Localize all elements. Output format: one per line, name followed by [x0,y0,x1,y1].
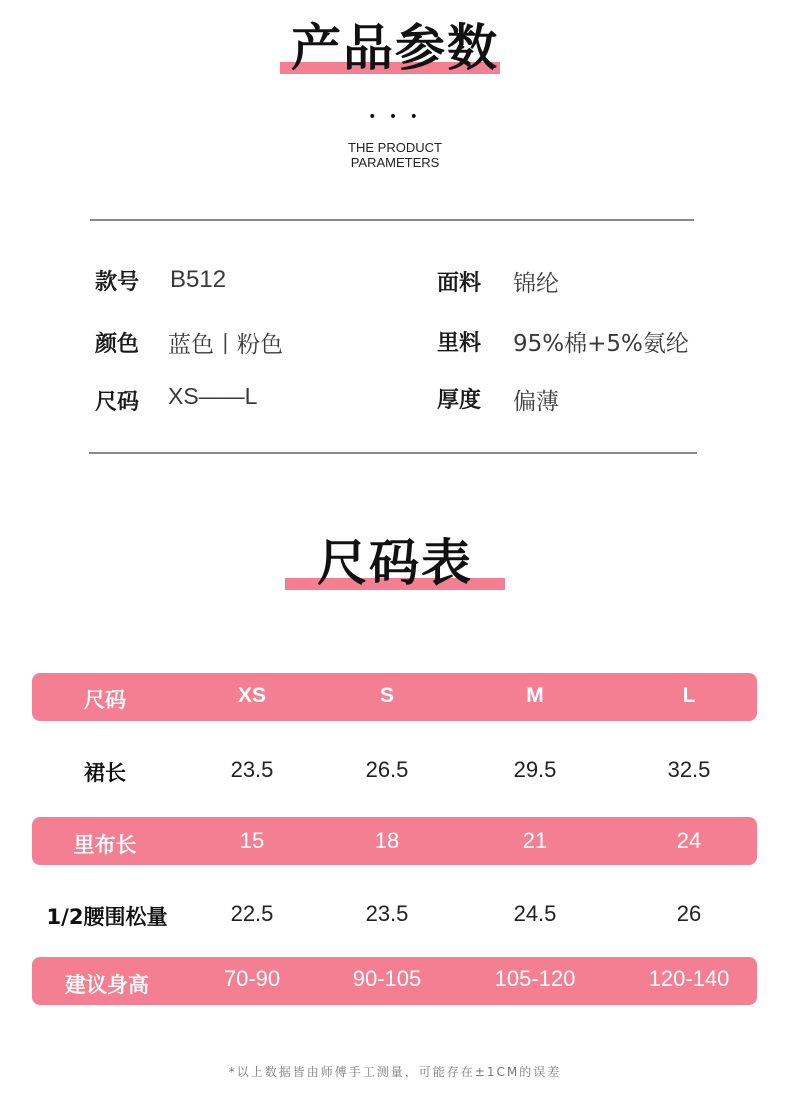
table-cell: 22.5 [230,901,274,926]
param-value-fabric: 锦纶 [513,271,559,297]
table-row [32,817,757,865]
table-cell: 70-90 [223,966,281,991]
table-cell: 26.5 [365,757,409,782]
divider-bottom [89,452,697,454]
header-cell-l: L [682,684,696,707]
table-row [32,957,757,1005]
param-label-style-no: 款号 [95,270,140,295]
table-cell: 24.5 [513,901,557,926]
param-label-color: 颜色 [95,332,140,357]
measurement-footnote: *以上数据皆由师傅手工测量，可能存在±1CM的误差 [228,1065,562,1079]
table-cell: 15 [239,828,265,853]
table-row [32,889,757,939]
page-title: 产品参数 [291,19,499,77]
table-cell: 23.5 [230,757,274,782]
table-cell: 18 [374,828,400,853]
subtitle-line-1: THE PRODUCT [348,140,442,155]
table-header-row [32,673,757,721]
param-value-color: 蓝色丨粉色 [168,332,283,358]
table-cell: 90-105 [352,966,422,991]
table-cell: 29.5 [513,757,557,782]
row-label-suggested-height: 建议身高 [65,973,149,997]
row-label-skirt-length: 裙长 [84,761,126,785]
table-cell: 120-140 [648,966,730,991]
param-value-lining: 95%棉+5%氨纶 [513,331,689,357]
table-cell: 26 [676,901,702,926]
row-label-lining-length: 里布长 [73,833,137,857]
table-cell: 32.5 [667,757,711,782]
param-value-size: XS——L [168,383,258,409]
param-label-thickness: 厚度 [437,388,482,413]
table-cell: 105-120 [494,966,576,991]
header-cell-size: 尺码 [84,688,126,712]
row-label-half-waist: 1/2腰围松量 [46,905,168,929]
decorative-dots: • • • [368,109,422,125]
table-row [32,745,757,795]
header-cell-m: M [526,684,544,707]
divider-top [90,219,694,221]
table-cell: 23.5 [365,901,409,926]
param-label-size: 尺码 [95,390,140,415]
subtitle-line-2: PARAMETERS [350,155,440,170]
param-label-lining: 里料 [437,331,482,356]
header-cell-s: S [379,684,394,707]
header-cell-xs: XS [237,684,266,707]
param-value-thickness: 偏薄 [513,389,559,415]
size-chart-title: 尺码表 [317,534,473,592]
table-cell: 24 [676,828,702,853]
param-value-style-no: B512 [170,266,227,293]
table-cell: 21 [522,828,548,853]
param-label-fabric: 面料 [437,271,482,296]
